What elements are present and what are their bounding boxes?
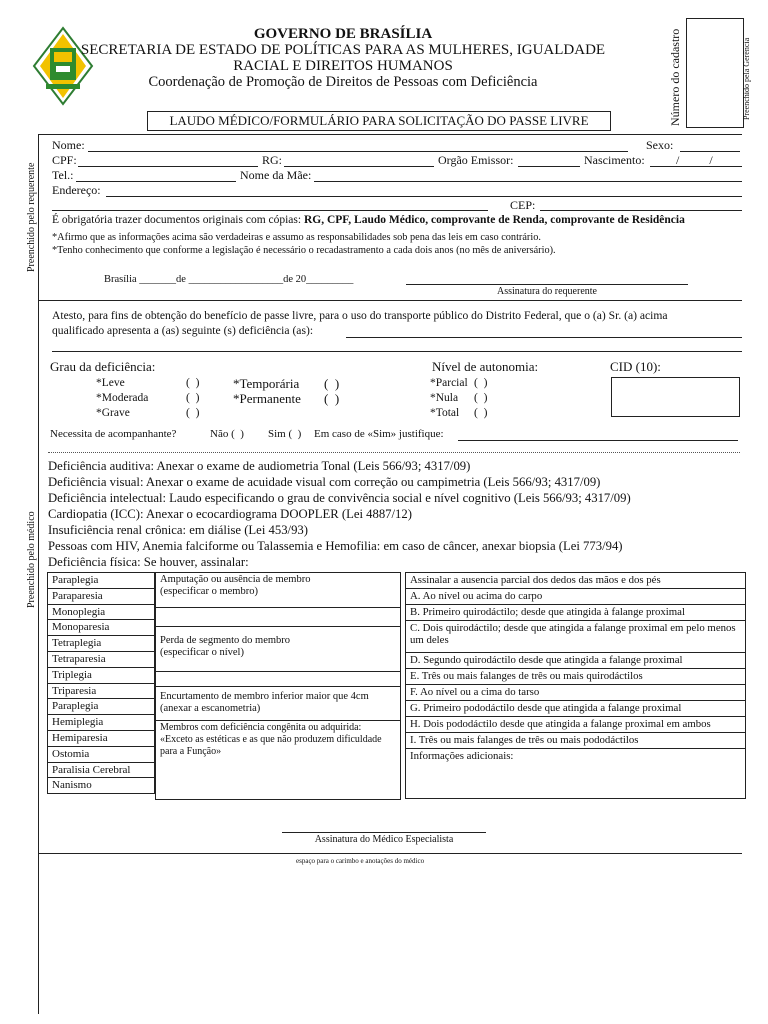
dedos-item[interactable]: B. Primeiro quirodáctilo; desde que atingida à falange proximal [405,604,746,621]
grau-leve-checkbox[interactable]: ( ) [186,377,200,389]
atesto-line2: qualificado apresenta a (as) seguinte (s) deficiência (as): [52,324,314,337]
endereco-field[interactable] [106,196,742,197]
brasilia-date[interactable]: Brasília _______de __________________de 20_________ [104,274,354,285]
justifique-label: Em caso de «Sim» justifique: [314,428,444,440]
atesto-line1: Atesto, para fins de obtenção do benefício de passe livre, para o uso do transporte público do Distrito Federal, que o (a) Sr. (a) acima [52,309,668,322]
side-label-requerente: Preenchido pelo requerente [26,162,37,272]
top-divider [38,134,742,135]
deficiencia-intelectual: Deficiência intelectual: Laudo especificando o grau de convivência social e nível cognitivo (Leis 566/93; 4317/09) [48,491,631,505]
deficiencia-fisica-item[interactable]: Hemiparesia [47,730,155,747]
obrigatorio-docs: RG, CPF, Laudo Médico, comprovante de Renda, comprovante de Residência [303,214,685,226]
permanente-label: *Permanente [233,391,301,406]
encurtamento-cell[interactable] [155,686,401,721]
tel-field[interactable] [76,181,236,182]
left-border [38,134,39,1014]
sexo-field[interactable] [680,151,740,152]
dedos-item[interactable]: I. Três ou mais falanges de três ou mais pododáctilos [405,732,746,749]
membros-text: Membros com deficiência congênita ou adquirida: «Exceto as estéticas e as que não produzem dificuldade para a Função» [160,722,382,757]
nome-mae-label: Nome da Mãe: [240,168,312,182]
deficiencia-fisica-item[interactable]: Hemiplegia [47,714,155,731]
deficiencia-fisica-item[interactable]: Triparesia [47,683,155,700]
rg-label: RG: [262,153,283,167]
header-line4: Coordenação de Promoção de Direitos de Pessoas com Deficiência [148,74,538,90]
dedos-item[interactable]: F. Ao nível ou a cima do tarso [405,684,746,701]
endereco-field-2[interactable] [52,210,488,211]
nivel-parcial-checkbox[interactable]: ( ) [474,377,488,389]
deficiencia-fisica-item[interactable]: Paraparesia [47,588,155,605]
endereco-label: Endereço: [52,183,101,197]
grau-moderada-label: *Moderada [96,392,149,404]
section-divider [38,300,742,301]
nivel-total-checkbox[interactable]: ( ) [474,407,488,419]
obrigatorio-prefix: É obrigatória trazer documentos originais com cópias: [52,214,304,226]
dedos-item[interactable]: G. Primeiro pododáctilo desde que atingida a falange proximal [405,700,746,717]
deficiencias-field[interactable] [346,337,742,338]
assinatura-medico-label: Assinatura do Médico Especialista [314,834,454,845]
numero-cadastro-box[interactable] [686,18,744,128]
orgao-field[interactable] [518,166,580,167]
nome-mae-field[interactable] [314,181,742,182]
cep-field[interactable] [540,210,742,211]
obrigatorio-text [52,214,685,226]
form-title-text: LAUDO MÉDICO/FORMULÁRIO PARA SOLICITAÇÃO DO PASSE LIVRE [169,113,589,128]
nascimento-separator: / / [676,153,713,167]
nivel-parcial-label: *Parcial [430,377,468,389]
deficiencia-fisica: Deficiência física: Se houver, assinalar: [48,555,249,569]
nivel-nula-checkbox[interactable]: ( ) [474,392,488,404]
cid-field[interactable] [611,377,740,417]
header-line2: SECRETARIA DE ESTADO DE POLÍTICAS PARA AS MULHERES, IGUALDADE [80,42,606,58]
sim-checkbox[interactable]: Sim ( ) [268,428,302,440]
amputacao-blank[interactable] [155,607,401,627]
deficiencia-fisica-item[interactable]: Tetraparesia [47,651,155,668]
encurtamento-text: Encurtamento de membro inferior maior que 4cm (anexar a escanometria) [160,691,369,714]
cep-label: CEP: [510,198,536,212]
perda-cell[interactable] [155,626,401,672]
preenchido-gerencia-label: Preenchido pela Gerência [742,37,751,120]
grau-grave-label: *Grave [96,407,130,419]
deficiencia-fisica-item[interactable]: Monoplegia [47,604,155,621]
deficiencia-visual: Deficiência visual: Anexar o exame de acuidade visual com correção ou campimetria (Leis 566/93; 4317/09) [48,475,601,489]
afirmo-text: *Afirmo que as informações acima são verdadeiras e assumo as responsabilidades sob pena das leis em caso contrário. [52,232,541,243]
dedos-item[interactable]: E. Três ou mais falanges de três ou mais quirodáctilos [405,668,746,685]
necessita-label: Necessita de acompanhante? [50,428,177,440]
assinatura-requerente-line[interactable] [406,284,688,285]
perda-blank[interactable] [155,671,401,687]
informacoes-adicionais[interactable]: Informações adicionais: [405,748,746,799]
dedos-item[interactable]: A. Ao nível ou acima do carpo [405,588,746,605]
permanente-checkbox[interactable]: ( ) [324,391,340,406]
assinatura-requerente-label: Assinatura do requerente [497,286,597,297]
grau-leve-label: *Leve [96,377,125,389]
separator-dotted [48,452,740,453]
grau-moderada-checkbox[interactable]: ( ) [186,392,200,404]
nome-field[interactable] [88,151,628,152]
deficiencia-fisica-item[interactable]: Paraplegia [47,698,155,715]
hiv-anemia: Pessoas com HIV, Anemia falciforme ou Talassemia e Hemofilia: em caso de câncer, anexar biopsia (Lei 773/94) [48,539,623,553]
amputacao-cell[interactable] [155,572,401,608]
deficiencia-fisica-item[interactable]: Tetraplegia [47,635,155,652]
cpf-label: CPF: [52,153,77,167]
side-label-medico: Preenchido pelo médico [26,511,37,608]
orgao-label: Orgão Emissor: [438,153,514,167]
amputacao-text: Amputação ou ausência de membro (especificar o membro) [160,574,311,597]
temporaria-checkbox[interactable]: ( ) [324,376,340,391]
header-line3: RACIAL E DIREITOS HUMANOS [233,58,453,74]
assinatura-medico-line[interactable] [282,832,486,833]
carimbo-divider [38,853,742,854]
nao-checkbox[interactable]: Não ( ) [210,428,244,440]
dedos-item[interactable]: C. Dois quirodáctilo; desde que atingida a falange proximal em pelo menos um deles [405,620,746,653]
grau-grave-checkbox[interactable]: ( ) [186,407,200,419]
dedos-item[interactable]: D. Segundo quirodáctilo desde que atingida a falange proximal [405,652,746,669]
deficiencia-fisica-item[interactable]: Monoparesia [47,619,155,636]
cpf-field[interactable] [78,166,258,167]
deficiencias-field-2[interactable] [52,351,742,352]
deficiencia-fisica-item[interactable]: Paralisia Cerebral [47,762,155,779]
cardiopatia: Cardiopatia (ICC): Anexar o ecocardiograma DOOPLER (Lei 4887/12) [48,507,412,521]
espaco-carimbo: espaço para o carimbo e anotações do médico [296,857,425,865]
perda-text: Perda de segmento do membro (especificar o nível) [160,635,291,658]
dedos-item[interactable]: Assinalar a ausencia parcial dos dedos das mãos e dos pés [405,572,746,589]
nivel-total-label: *Total [430,407,460,419]
grau-title: Grau da deficiência: [50,359,156,374]
deficiencia-fisica-item[interactable]: Ostomia [47,746,155,763]
deficiencia-fisica-item[interactable]: Triplegia [47,667,155,684]
rg-field[interactable] [284,166,434,167]
tenho-text: *Tenho conhecimento que conforme a legislação é necessário o recadastramento a cada dois anos (no mês de aniversário). [52,245,556,256]
insuficiencia-renal: Insuficiência renal crônica: em diálise (Lei 453/93) [48,523,308,537]
justifique-field[interactable] [458,440,738,441]
nome-label: Nome: [52,138,85,152]
membros-cell[interactable] [155,720,401,800]
deficiencia-fisica-item[interactable]: Nanismo [47,777,155,794]
temporaria-label: *Temporária [233,376,300,391]
dedos-item[interactable]: H. Dois pododáctilo desde que atingida a falange proximal em ambos [405,716,746,733]
nivel-nula-label: *Nula [430,392,459,404]
numero-cadastro-label: Número do cadastro [668,28,682,126]
cid-label: CID (10): [610,359,661,374]
deficiencia-auditiva: Deficiência auditiva: Anexar o exame de audiometria Tonal (Leis 566/93; 4317/09) [48,459,471,473]
nascimento-label: Nascimento: [584,153,645,167]
tel-label: Tel.: [52,168,74,182]
nivel-title: Nível de autonomia: [432,359,539,374]
deficiencia-fisica-item[interactable]: Paraplegia [47,572,155,589]
header-line1: GOVERNO DE BRASÍLIA [253,26,433,42]
sexo-label: Sexo: [646,138,674,152]
